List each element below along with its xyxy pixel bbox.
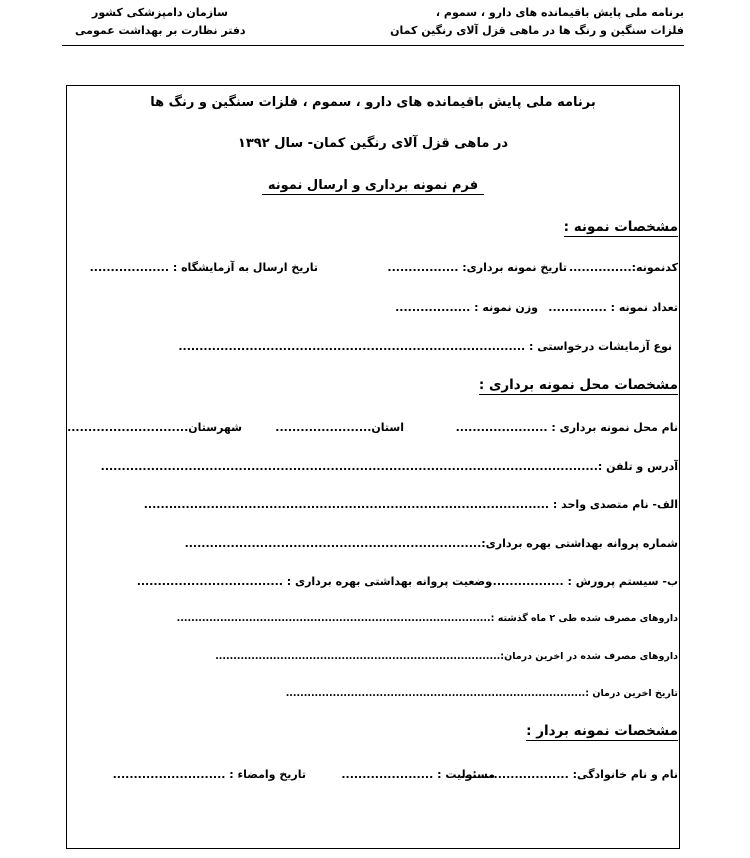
header-divider [62, 45, 684, 46]
sampling-place-field[interactable]: نام محل نمونه برداری : ...................... [455, 421, 678, 434]
sample-code-field[interactable]: کدنمونه:............... [568, 261, 678, 274]
address-phone-field[interactable]: آدرس و تلفن :....................................................................................................................... [100, 460, 678, 473]
last-treatment-date-field[interactable]: تاریخ اخرین درمان :................................................................................... [285, 688, 678, 699]
form-title-line3 [66, 178, 680, 193]
sampler-responsibility-field[interactable]: مسئولیت : ...................... [341, 768, 495, 781]
sample-count-field[interactable]: تعداد نمونه : .............. [548, 301, 678, 314]
license-number-field[interactable]: شماره پروانه بهداشتی بهره برداری:....................................................................... [184, 537, 678, 550]
form-title-line2: در ماهی قزل آلای رنگین کمان- سال ۱۳۹۲ [237, 136, 509, 151]
header-program-line2: فلزات سنگین و رنگ ها در ماهی قزل آلای رنگین کمان [390, 24, 684, 37]
requested-tests-field[interactable]: نوع آزمایشات درخواستی : ................................................................................... [178, 340, 672, 353]
header-org-line1: سازمان دامپزشکی کشور [92, 6, 228, 19]
sampling-date-field[interactable]: تاریخ نمونه برداری: ................. [387, 261, 567, 274]
sampler-section-heading: مشخصات نمونه بردار : [526, 723, 678, 739]
header-program-line1: برنامه ملی پایش باقیمانده های دارو ، سموم ، [435, 6, 684, 19]
sample-weight-field[interactable]: وزن نمونه : .................. [395, 301, 538, 314]
province-field[interactable]: استان....................... [275, 421, 404, 434]
farming-system-field[interactable]: ب- سیستم پرورش : .................. [488, 575, 678, 588]
drugs-two-months-field[interactable]: داروهای مصرف شده طی ۲ ماه گذشته :....................................................................................... [176, 613, 678, 624]
license-status-field[interactable]: وضعیت پروانه بهداشتی بهره برداری : ................................... [136, 575, 492, 588]
date-signature-field[interactable]: تاریخ وامضاء : ........................... [112, 768, 306, 781]
location-section-heading: مشخصات محل نمونه برداری : [478, 377, 678, 393]
drugs-last-treatment-field[interactable]: داروهای مصرف شده در اخرین درمان:............................................................................... [215, 651, 678, 662]
unit-operator-field[interactable]: الف- نام متصدی واحد : ................................................................................................. [143, 498, 678, 511]
form-subtitle: فرم نمونه برداری و ارسال نمونه [262, 178, 484, 195]
lab-send-date-field[interactable]: تاریخ ارسال به آزمایشگاه : ................... [89, 261, 318, 274]
header-org-line2: دفتر نظارت بر بهداشت عمومی [75, 24, 246, 37]
form-title-line1: برنامه ملی پایش باقیمانده های دارو ، سموم ، فلزات سنگین و رنگ ها [150, 95, 596, 110]
city-field[interactable]: شهرستان............................. [67, 421, 242, 434]
sampler-name-field[interactable]: نام و نام خانوادگی: .......................... [460, 768, 678, 781]
sample-section-heading: مشخصات نمونه : [563, 219, 678, 235]
